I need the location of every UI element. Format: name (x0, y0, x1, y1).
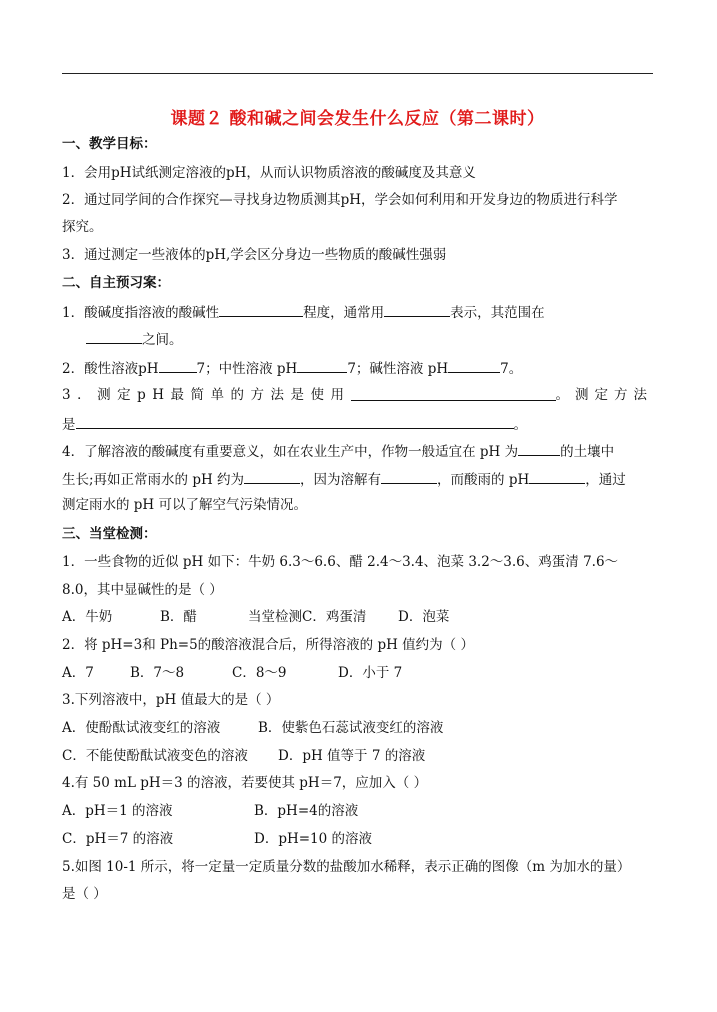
option-b[interactable]: B．使紫色石蕊试液变红的溶液 (258, 720, 444, 736)
option-b[interactable]: B．pH=4的溶液 (254, 803, 359, 819)
preview-q2 (62, 358, 522, 378)
check-q3-options-2 (62, 747, 425, 765)
blank-field[interactable] (448, 358, 500, 373)
preview-q1-text-b: 程度，通常用 (303, 305, 385, 321)
blank-field[interactable] (76, 414, 514, 429)
goal-1: 1．会用pH试纸测定溶液的pH，从而认识物质溶液的酸碱度及其意义 (62, 165, 476, 181)
option-d[interactable]: D．pH 值等于 7 的溶液 (278, 748, 426, 764)
preview-q1-text-d: 之间。 (142, 332, 183, 348)
blank-field[interactable] (529, 469, 585, 484)
option-c[interactable]: 当堂检测C．鸡蛋清 (248, 609, 367, 625)
preview-q3-text-a: 3．测定pH最简单的方法是使用 (62, 387, 351, 403)
preview-q2-text-a: 2．酸性溶液pH (62, 361, 159, 377)
blank-field[interactable] (518, 441, 560, 456)
preview-q2-text-b: 7；中性溶液 pH (196, 361, 298, 377)
preview-q4-text-b: 的土壤中 (560, 444, 615, 460)
preview-heading: 二、自主预习案： (62, 275, 170, 291)
option-c[interactable]: C．pH＝7 的溶液 (62, 831, 174, 847)
check-q5-cont: 是（ ） (62, 886, 107, 902)
option-a[interactable]: A．pH＝1 的溶液 (62, 803, 173, 819)
option-c[interactable]: C．8～9 (232, 665, 287, 681)
preview-q3-cont (62, 414, 527, 434)
check-q1-cont: 8.0，其中显碱性的是（ ） (62, 582, 223, 598)
preview-q3-text-b: 。测定方法 (555, 387, 653, 403)
preview-q4-text-d: ，因为溶解有 (300, 472, 382, 488)
preview-q3 (62, 386, 653, 404)
preview-q4-cont2: 测定雨水的 pH 可以了解空气污染情况。 (62, 497, 307, 513)
option-a[interactable]: A．使酚酞试液变红的溶液 (62, 720, 221, 736)
option-a[interactable]: A．7 (62, 665, 94, 681)
preview-q3-text-d: 。 (513, 417, 527, 433)
option-d[interactable]: D．泡菜 (398, 609, 450, 625)
preview-q2-text-c: 7；碱性溶液 pH (347, 361, 449, 377)
check-heading: 三、当堂检测： (62, 526, 157, 542)
blank-field[interactable] (219, 302, 303, 317)
preview-q1-text-c: 表示，其范围在 (450, 305, 545, 321)
check-q5: 5.如图 10-1 所示，将一定量一定质量分数的盐酸加水稀释，表示正确的图像（m 为加水的量） (62, 859, 631, 875)
blank-field[interactable] (384, 302, 450, 317)
check-q1: 1．一些食物的近似 pH 如下：牛奶 6.3～6.6、醋 2.4～3.4、泡菜 3.2～3.6、鸡蛋清 7.6～ (62, 554, 619, 570)
top-rule (62, 73, 653, 74)
preview-q1-text-a: 1．酸碱度指溶液的酸碱性 (62, 305, 220, 321)
preview-q1-cont (86, 329, 183, 349)
blank-field[interactable] (244, 469, 300, 484)
check-q4: 4.有 50 mL pH＝3 的溶液，若要使其 pH＝7，应加入（ ） (62, 775, 428, 791)
check-q2-options (62, 664, 402, 682)
blank-field[interactable] (351, 386, 556, 401)
option-b[interactable]: B．7～8 (130, 665, 185, 681)
option-a[interactable]: A．牛奶 (62, 609, 113, 625)
check-q3-options-1 (62, 719, 443, 737)
check-q3: 3.下列溶液中，pH 值最大的是（ ） (62, 692, 280, 708)
blank-field[interactable] (159, 358, 197, 373)
blank-field[interactable] (381, 469, 437, 484)
goal-2-cont: 探究。 (62, 219, 103, 235)
goal-2: 2．通过同学间的合作探究—寻找身边物质测其pH，学会如何利用和开发身边的物质进行科学 (62, 192, 618, 208)
check-q4-options-2 (62, 830, 372, 848)
option-b[interactable]: B．醋 (160, 609, 197, 625)
preview-q4 (62, 441, 614, 461)
preview-q4-cont (62, 469, 626, 489)
preview-q4-text-a: 4．了解溶液的酸碱度有重要意义，如在农业生产中，作物一般适宜在 pH 为 (62, 444, 519, 460)
blank-field[interactable] (86, 329, 142, 344)
option-d[interactable]: D．pH=10 的溶液 (254, 831, 373, 847)
goal-3: 3．通过测定一些液体的pH,学会区分身边一些物质的酸碱性强弱 (62, 247, 447, 263)
check-q4-options-1 (62, 802, 358, 820)
page-title: 课题２ 酸和碱之间会发生什么反应（第二课时） (170, 109, 545, 129)
blank-field[interactable] (297, 358, 347, 373)
preview-q4-text-f: ，通过 (585, 472, 626, 488)
goals-heading: 一、教学目标： (62, 136, 157, 152)
check-q2: 2．将 pH=3和 Ph=5的酸溶液混合后，所得溶液的 pH 值约为（ ） (62, 637, 474, 653)
preview-q3-text-c: 是 (62, 417, 76, 433)
preview-q1 (62, 302, 545, 322)
option-d[interactable]: D．小于 7 (338, 665, 403, 681)
preview-q2-text-d: 7。 (500, 361, 523, 377)
check-q1-options (62, 608, 449, 626)
option-c[interactable]: C．不能使酚酞试液变色的溶液 (62, 748, 248, 764)
preview-q4-text-e: ，而酸雨的 pH (437, 472, 530, 488)
preview-q4-text-c: 生长;再如正常雨水的 pH 约为 (62, 472, 245, 488)
